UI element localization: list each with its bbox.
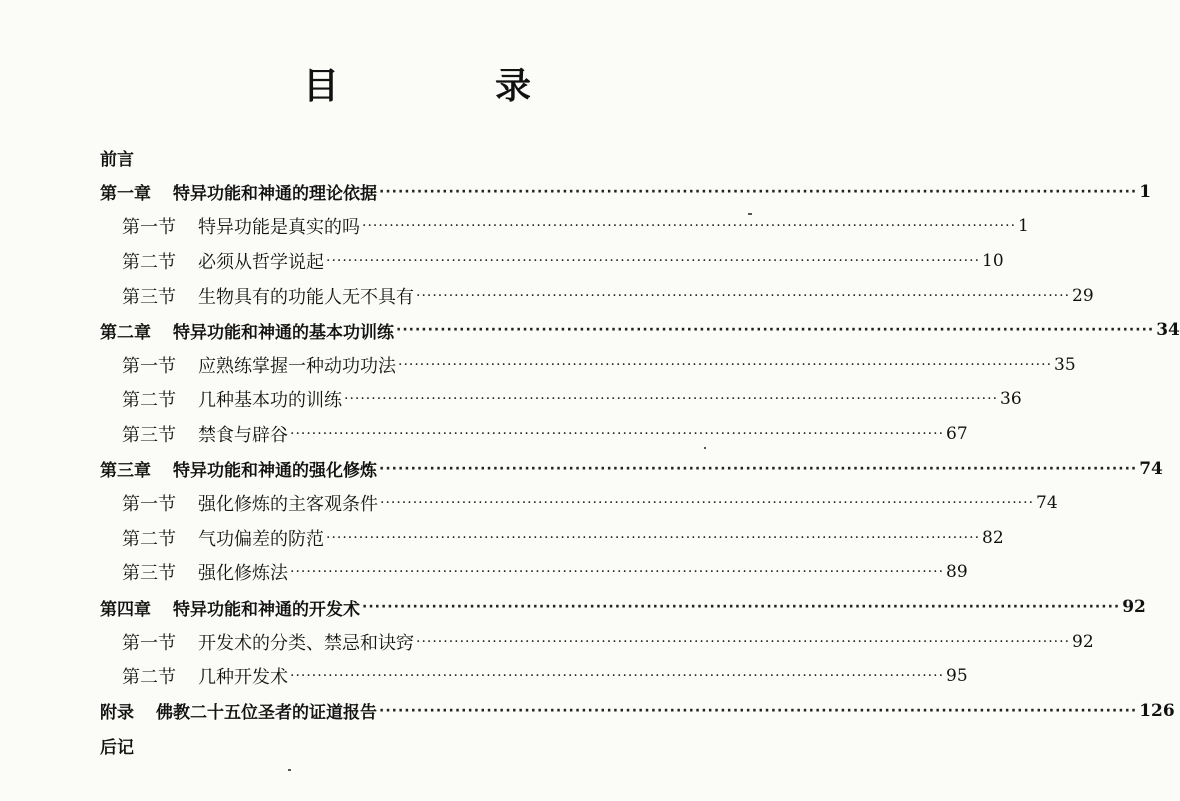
entry-title: 开发术的分类、禁忌和诀窍 <box>198 632 414 654</box>
dot-leader: ························································································································ <box>416 287 1071 304</box>
entry-page-number: 74 <box>1139 458 1163 479</box>
entry-title: 佛教二十五位圣者的证道报告 <box>156 703 377 724</box>
entry-page-number: 29 <box>1072 285 1094 306</box>
dot-leader: ························································································································ <box>362 599 1121 616</box>
entry-number: 附录 <box>100 703 134 724</box>
entry-number: 第三章 <box>100 461 151 482</box>
entry-title: 特异功能是真实的吗 <box>198 217 360 239</box>
entry-page-number: 1 <box>1018 216 1029 237</box>
entry-number: 第三节 <box>122 563 176 585</box>
entry-page-number: 92 <box>1072 631 1094 652</box>
entry-page-number: 36 <box>1000 389 1022 410</box>
entry-page-number: 74 <box>1036 493 1058 514</box>
entry-page-number: 35 <box>1054 354 1076 375</box>
entry-number: 第二节 <box>122 390 176 412</box>
entry-title: 生物具有的功能人无不具有 <box>198 286 414 308</box>
toc-entry <box>100 728 690 763</box>
entry-title: 强化修炼的主客观条件 <box>198 494 378 516</box>
dot-leader: ························································································································ <box>326 529 981 546</box>
speck-mark <box>704 447 706 449</box>
dot-leader: ························································································································ <box>380 495 1035 512</box>
table-of-contents <box>100 140 1180 763</box>
entry-title: 应熟练掌握一种动功功法 <box>198 355 396 377</box>
entry-number: 第三节 <box>122 425 176 447</box>
entry-title: 特异功能和神通的基本功训练 <box>173 322 394 343</box>
entry-title: 几种基本功的训练 <box>198 390 342 412</box>
entry-title: 前言 <box>100 149 134 170</box>
entry-number: 第一节 <box>122 355 176 377</box>
toc-entry <box>100 659 968 694</box>
entry-title: 几种开发术 <box>198 667 288 689</box>
entry-title: 后记 <box>100 737 134 758</box>
page-title: 目 录 <box>302 66 591 107</box>
entry-page-number: 67 <box>946 424 968 445</box>
toc-entry <box>100 555 968 590</box>
entry-page-number: 89 <box>946 562 968 583</box>
entry-title: 强化修炼法 <box>198 563 288 585</box>
dot-leader: ························································································································ <box>290 668 945 685</box>
entry-title: 特异功能和神通的开发术 <box>173 599 360 620</box>
toc-entry <box>100 694 1175 729</box>
speck-mark <box>288 769 291 771</box>
dot-leader: ························································································································ <box>379 183 1138 200</box>
entry-number: 第一节 <box>122 632 176 654</box>
entry-number: 第二章 <box>100 322 151 343</box>
entry-page-number: 92 <box>1122 597 1146 618</box>
toc-entry <box>100 348 1076 383</box>
entry-page-number: 95 <box>946 666 968 687</box>
toc-entry <box>100 382 1022 417</box>
speck-mark <box>748 213 752 215</box>
entry-number: 第一节 <box>122 494 176 516</box>
entry-title: 气功偏差的防范 <box>198 528 324 550</box>
toc-entry <box>100 209 1029 244</box>
toc-entry <box>100 451 1163 486</box>
entry-page-number: 1 <box>1139 181 1152 202</box>
entry-page-number: 82 <box>982 527 1004 548</box>
dot-leader: ························································································································ <box>379 460 1138 477</box>
toc-entry <box>100 313 1180 348</box>
dot-leader: ························································································································ <box>379 702 1138 719</box>
entry-title: 禁食与辟谷 <box>198 425 288 447</box>
toc-entry <box>100 244 1004 279</box>
dot-leader: ························································································································ <box>416 633 1071 650</box>
dot-leader: ························································································································ <box>362 218 1017 235</box>
entry-number: 第一节 <box>122 217 176 239</box>
toc-entry <box>100 590 1146 625</box>
entry-number: 第三节 <box>122 286 176 308</box>
toc-entry <box>100 486 1058 521</box>
entry-title: 必须从哲学说起 <box>198 252 324 274</box>
entry-page-number: 126 <box>1139 700 1175 721</box>
dot-leader: ························································································································ <box>326 253 981 270</box>
toc-entry <box>100 417 968 452</box>
entry-number: 第二节 <box>122 252 176 274</box>
toc-entry <box>100 175 1152 210</box>
toc-entry <box>100 521 1004 556</box>
dot-leader: ························································································································ <box>344 391 999 408</box>
entry-number: 第四章 <box>100 599 151 620</box>
dot-leader: ························································································································ <box>396 322 1155 339</box>
entry-title: 特异功能和神通的强化修炼 <box>173 461 377 482</box>
entry-number: 第二节 <box>122 667 176 689</box>
entry-page-number: 34 <box>1156 320 1180 341</box>
dot-leader: ························································································································ <box>398 356 1053 373</box>
toc-entry <box>100 624 1094 659</box>
entry-title: 特异功能和神通的理论依据 <box>173 184 377 205</box>
entry-number: 第二节 <box>122 528 176 550</box>
entry-number: 第一章 <box>100 184 151 205</box>
toc-entry <box>100 278 1094 313</box>
dot-leader: ························································································································ <box>290 564 945 581</box>
toc-entry <box>100 140 690 175</box>
entry-page-number: 10 <box>982 251 1004 272</box>
dot-leader: ························································································································ <box>290 426 945 443</box>
